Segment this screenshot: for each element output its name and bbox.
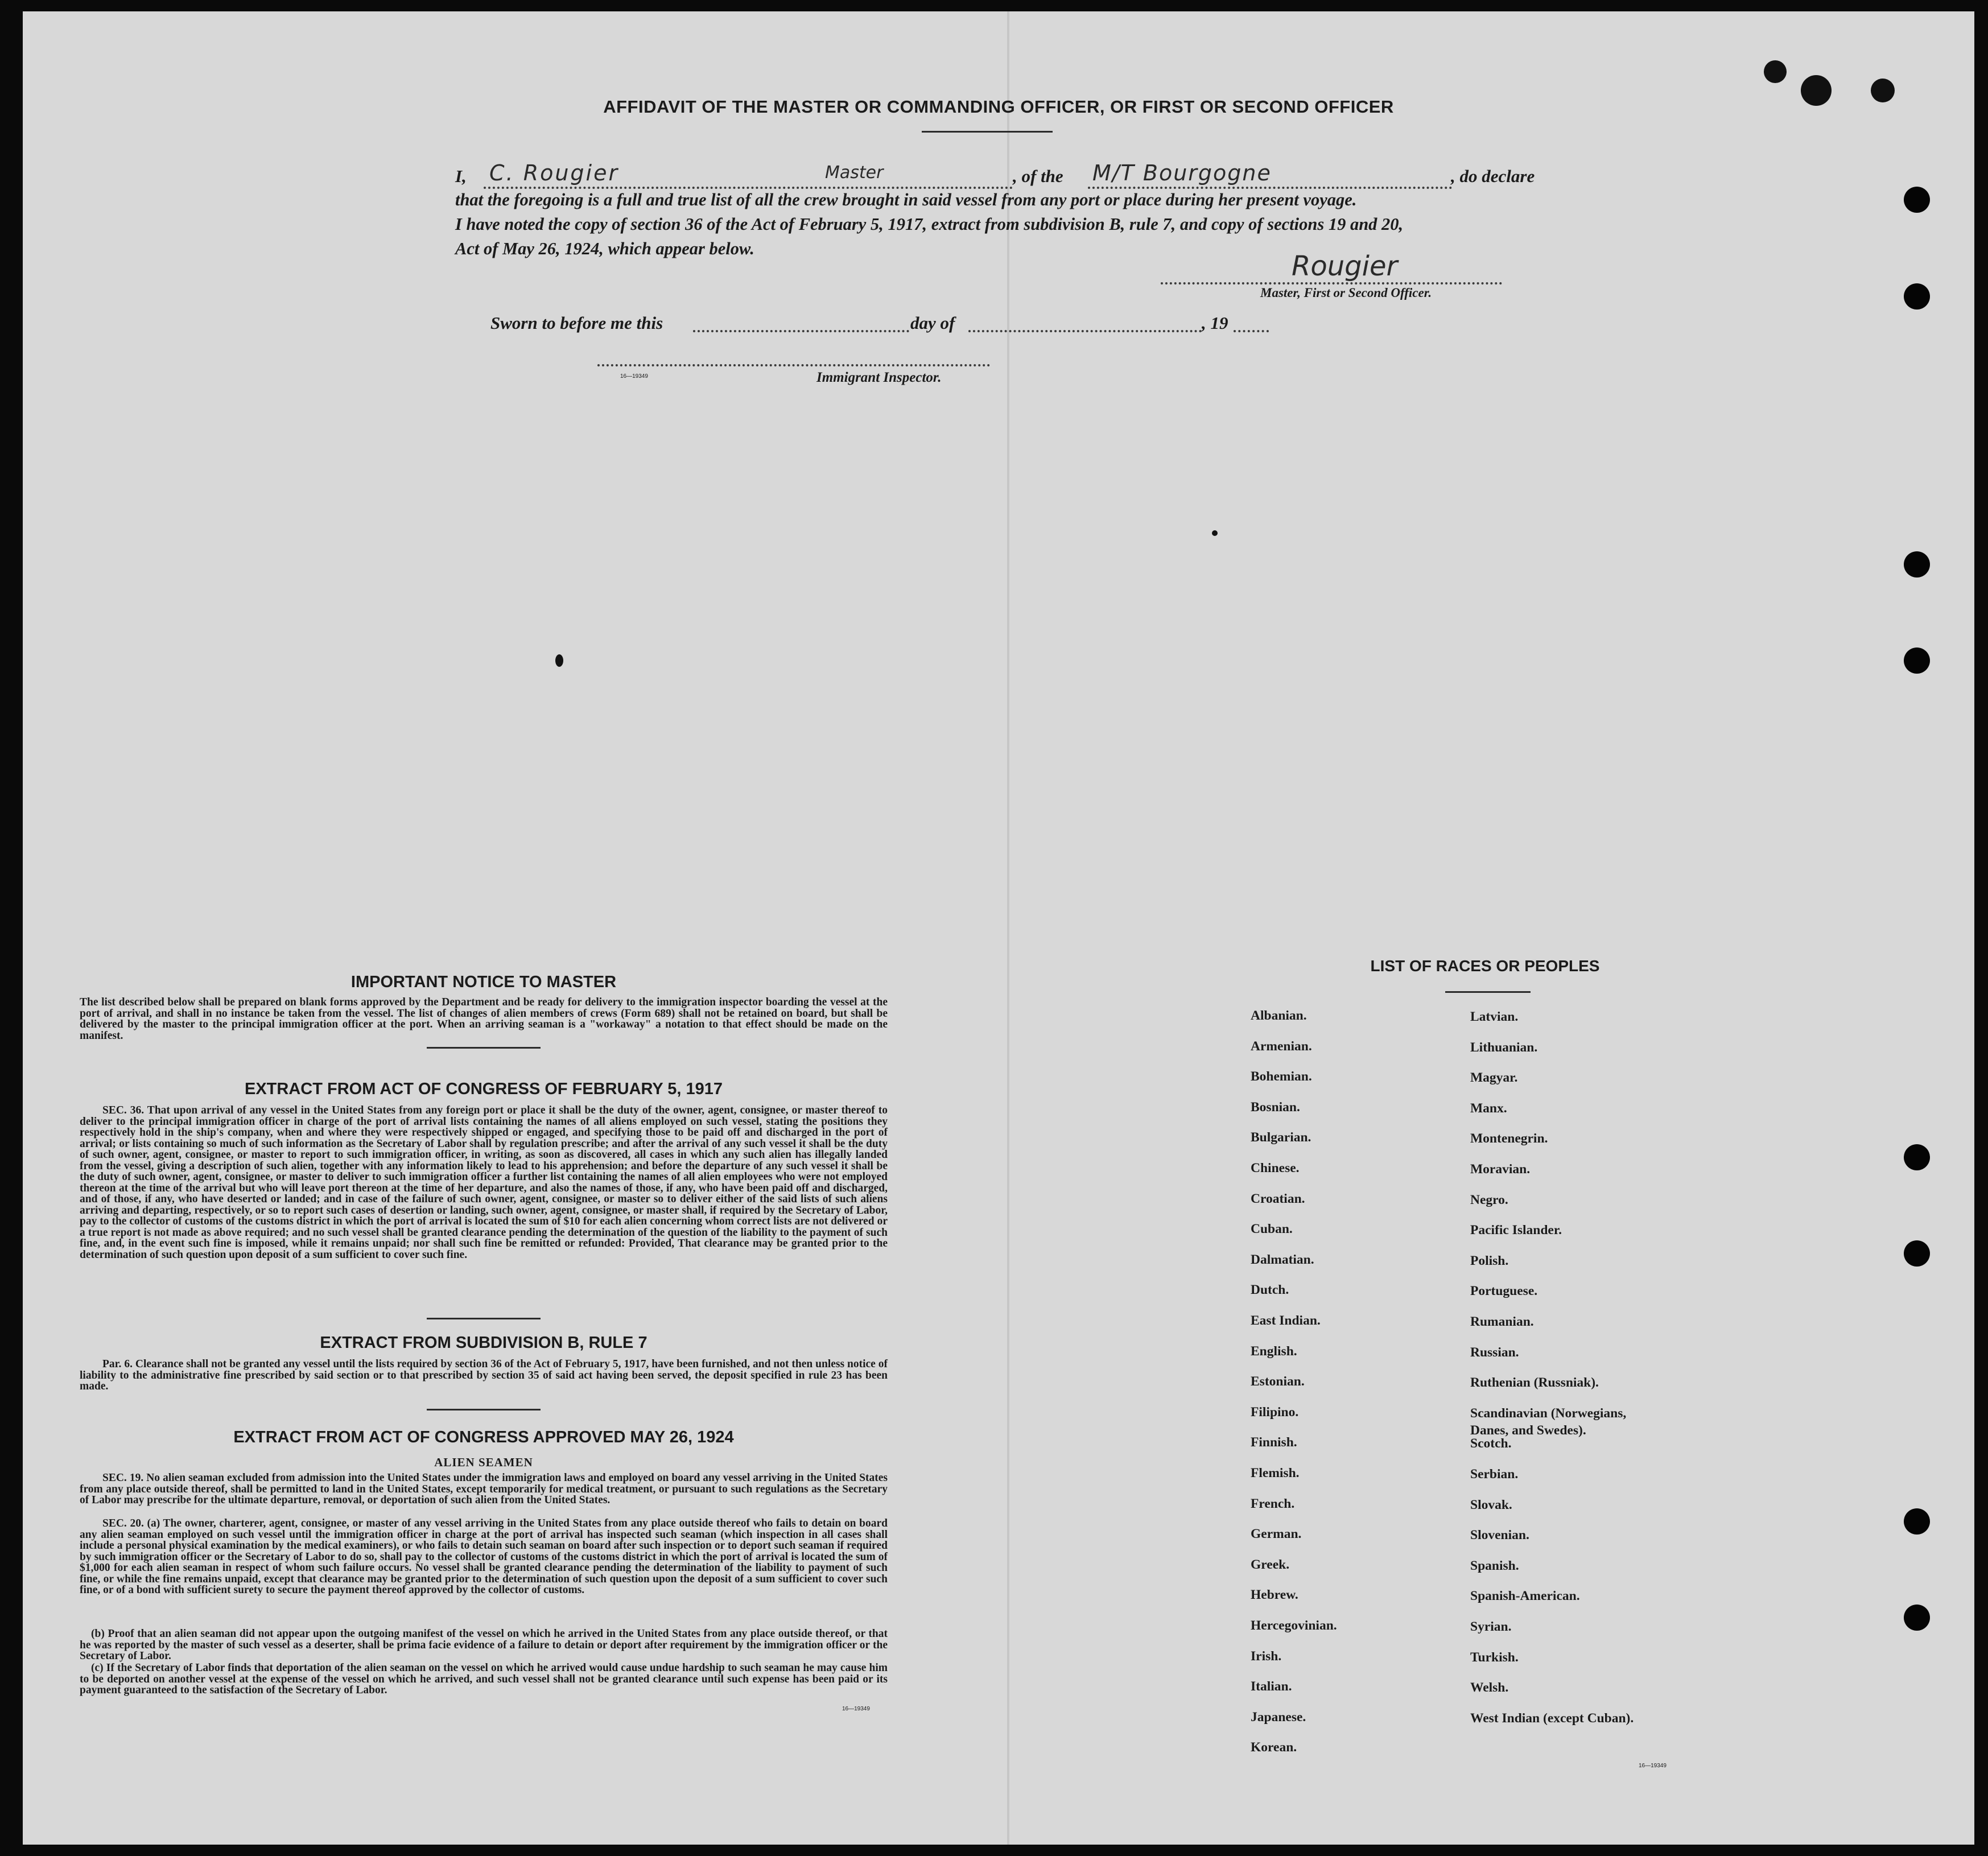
race-item: Estonian.	[1251, 1374, 1305, 1389]
ink-blot	[1764, 60, 1787, 83]
race-item: Magyar.	[1470, 1070, 1518, 1086]
race-item: Dalmatian.	[1251, 1252, 1314, 1267]
sworn-label: Sworn to before me this	[490, 313, 663, 333]
vessel-blank	[1088, 187, 1452, 189]
race-item: Scotch.	[1470, 1436, 1512, 1451]
punch-hole	[1904, 551, 1930, 578]
race-item: Polish.	[1470, 1253, 1509, 1268]
race-item: Montenegrin.	[1470, 1131, 1548, 1146]
punch-hole	[1904, 187, 1930, 213]
races-title: LIST OF RACES OR PEOPLES	[1370, 957, 1600, 975]
race-item: Chinese.	[1251, 1161, 1300, 1176]
race-item: Korean.	[1251, 1740, 1297, 1755]
signature-blank	[1161, 282, 1502, 284]
rule-7-title: EXTRACT FROM SUBDIVISION B, RULE 7	[320, 1334, 647, 1352]
race-item: Slovak.	[1470, 1497, 1512, 1512]
form-number: 16—19349	[1639, 1763, 1667, 1769]
master-name-handwritten: C. Rougier	[489, 160, 620, 185]
race-item: Hercegovinian.	[1251, 1618, 1337, 1633]
race-item: Rumanian.	[1470, 1314, 1534, 1329]
sec-20a-text: SEC. 20. (a) The owner, charterer, agent, consignee, or master of any vessel arriving in the United States from any place outside thereof who fails to detain on board any alien seaman employed on such vessel until the immigration officer in charge at the port of arrival has inspected such seaman (which inspection in all cases shall include a personal physical examination by the medical examiners), or who fails to detain such seaman on board after such inspection or to deport such seaman if required by such immigration officer or the Secretary of Labor to do so, shall pay to the collector of customs of the customs district in which the port of arrival is located the sum of $1,000 for each alien seaman in respect of whom such failure occurs. No vessel shall be granted clearance pending the determination of the liability to payment of such fine, or while the fine remains unpaid, except that clearance may be granted prior to the determination of such question upon the deposit of a sum sufficient to cover such fine, or of a bond with sufficient surety to secure the payment thereof approved by the collector of customs.	[80, 1517, 888, 1596]
race-item: Croatian.	[1251, 1191, 1305, 1206]
document-page	[23, 11, 1974, 1845]
race-item: Greek.	[1251, 1557, 1290, 1572]
race-item: Syrian.	[1470, 1619, 1512, 1634]
race-item: Manx.	[1470, 1100, 1507, 1116]
race-item: Serbian.	[1470, 1467, 1519, 1482]
race-item: French.	[1251, 1496, 1295, 1511]
punch-hole	[1904, 1605, 1930, 1631]
page-fold	[1007, 11, 1009, 1845]
race-item: English.	[1251, 1343, 1297, 1359]
declaration-line-1	[455, 166, 467, 187]
vessel-name-handwritten: M/T Bourgogne	[1092, 160, 1272, 185]
race-item: Ruthenian (Russniak).	[1470, 1375, 1599, 1391]
declaration-line-2: that the foregoing is a full and true list of all the crew brought in said vessel from any port or place during her present voyage.	[455, 190, 1357, 209]
inspector-blank	[597, 364, 990, 366]
race-item: Filipino.	[1251, 1404, 1299, 1420]
race-item: Latvian.	[1470, 1009, 1519, 1024]
punch-hole	[1904, 1144, 1930, 1170]
race-item: Welsh.	[1470, 1680, 1509, 1696]
i-label: I,	[455, 166, 467, 186]
extract-1924-subtitle: ALIEN SEAMEN	[434, 1455, 533, 1469]
section-rule	[1445, 991, 1531, 993]
race-item: Italian.	[1251, 1679, 1292, 1694]
section-rule	[427, 1318, 541, 1319]
race-item: Bohemian.	[1251, 1069, 1312, 1084]
section-rule	[427, 1409, 541, 1410]
inspector-label: Immigrant Inspector.	[816, 370, 942, 385]
year-blank	[1234, 330, 1269, 332]
race-item: Moravian.	[1470, 1162, 1531, 1177]
sec-20c-text: (c) If the Secretary of Labor finds that deportation of the alien seaman on the vessel on which he arrived would cause undue hardship to such seaman he may cause him to be deported on another vessel at the expense of the vessel on which he arrived, and such vessel shall not be granted clearance until such expense has been paid or its payment guaranteed to the satisfaction of the Secretary of Labor.	[80, 1662, 888, 1696]
name-blank	[484, 187, 1013, 189]
race-item: Albanian.	[1251, 1008, 1307, 1023]
race-item: Irish.	[1251, 1648, 1282, 1664]
race-item: Lithuanian.	[1470, 1040, 1538, 1055]
sec-19-text: SEC. 19. No alien seaman excluded from admission into the United States under the immigration laws and employed on board any vessel arriving in the United States from any place outside thereof, shall be permitted to land in the United States, except temporarily for medical treatment, or pursuant to such regulations as the Secretary of Labor may prescribe for the ultimate departure, removal, or deportation of such alien from the United States.	[80, 1472, 888, 1506]
punch-hole	[1904, 1240, 1930, 1267]
form-number: 16—19349	[620, 373, 648, 380]
race-item: Hebrew.	[1251, 1587, 1298, 1603]
race-item: Portuguese.	[1470, 1284, 1538, 1299]
race-item: Bulgarian.	[1251, 1130, 1311, 1145]
race-item: Flemish.	[1251, 1466, 1300, 1480]
declaration-line-3: I have noted the copy of section 36 of the Act of February 5, 1917, extract from subdivision B, rule 7, and copy of sections 19 and 20,	[455, 215, 1404, 234]
form-number: 16—19349	[842, 1706, 870, 1712]
punch-hole	[1904, 647, 1930, 674]
affidavit-title: AFFIDAVIT OF THE MASTER OR COMMANDING OFFICER, OR FIRST OR SECOND OFFICER	[603, 97, 1394, 117]
ink-blot	[555, 654, 563, 667]
race-item: West Indian (except Cuban).	[1470, 1710, 1634, 1726]
sworn-month-blank	[968, 330, 1202, 332]
race-item: Spanish.	[1470, 1558, 1519, 1573]
day-of-label: day of	[910, 313, 955, 333]
section-rule	[427, 1047, 541, 1049]
race-item: German.	[1251, 1527, 1302, 1542]
race-item: East Indian.	[1251, 1313, 1321, 1328]
race-item: Negro.	[1470, 1192, 1508, 1207]
extract-1917-title: EXTRACT FROM ACT OF CONGRESS OF FEBRUARY 5, 1917	[244, 1080, 723, 1098]
race-item: Cuban.	[1251, 1222, 1293, 1237]
race-item: Armenian.	[1251, 1038, 1312, 1054]
notice-text: The list described below shall be prepared on blank forms approved by the Department and be ready for delivery to the immigration inspector boarding the vessel at the port of arrival, and shall in no instance be taken from the vessel. The list of changes of alien members of crews (Form 689) shall not be retained on board, but shall be delivered by the master to the principal immigration officer at the port. When an arriving seaman is a "workaway" a notation to that effect should be made on the manifest.	[80, 996, 888, 1042]
race-item: Finnish.	[1251, 1435, 1297, 1450]
officer-signature: Rougier	[1292, 250, 1398, 282]
race-item: Scandinavian (Norwegians,	[1470, 1405, 1627, 1421]
race-item: Dutch.	[1251, 1282, 1289, 1298]
sworn-day-blank	[693, 330, 909, 332]
notice-title: IMPORTANT NOTICE TO MASTER	[350, 973, 617, 991]
race-item: Russian.	[1470, 1344, 1519, 1360]
race-item: Bosnian.	[1251, 1099, 1300, 1115]
declaration-line-4: Act of May 26, 1924, which appear below.	[455, 239, 754, 258]
race-item: Japanese.	[1251, 1709, 1306, 1725]
race-item: Pacific Islander.	[1470, 1223, 1562, 1238]
race-item: Slovenian.	[1470, 1528, 1529, 1543]
rule-7-text: Par. 6. Clearance shall not be granted any vessel until the lists required by section 36 of the Act of February 5, 1917, have been furnished, and not then unless notice of liability to the administrative fine prescribed by said section or to that prescribed by section 35 of said act having been served, the deposit specified in rule 23 has been made.	[80, 1358, 888, 1392]
officer-title-label: Master, First or Second Officer.	[1260, 286, 1432, 300]
declare-label: , do declare	[1451, 166, 1535, 186]
rank-handwritten: Master	[825, 163, 884, 183]
ink-blot	[1212, 530, 1218, 536]
title-rule	[922, 131, 1053, 133]
of-the-label: , of the	[1013, 166, 1063, 186]
year-label: , 19	[1202, 313, 1228, 333]
punch-hole	[1904, 283, 1930, 310]
punch-hole	[1904, 1508, 1930, 1535]
extract-1924-title: EXTRACT FROM ACT OF CONGRESS APPROVED MAY 26, 1924	[233, 1428, 734, 1446]
sec-20b-text: (b) Proof that an alien seaman did not appear upon the outgoing manifest of the vessel on which he arrived in the United States from any place outside thereof, or that he was reported by the master of such vessel as a deserter, shall be prima facie evidence of a failure to detain or deport after requirement by the immigration officer or the Secretary of Labor.	[80, 1628, 888, 1662]
race-item: Danes, and Swedes).	[1470, 1422, 1586, 1438]
race-item: Spanish-American.	[1470, 1589, 1580, 1604]
extract-1917-text: SEC. 36. That upon arrival of any vessel in the United States from any foreign port or place it shall be the duty of the owner, agent, consignee, or master thereof to deliver to the principal immigration officer in charge of the port of arrival lists containing the names of all aliens employed on such vessel, stating the positions they respectively hold in the ship's company, when and where they were respectively shipped or engaged, and specifying those to be paid off and discharged in the port of arrival; or lists containing so much of such information as the Secretary of Labor shall by regulation prescribe; and after the arrival of any such vessel it shall be the duty of such owner, agent, consignee, or master to report to such immigration officer, in writing, as soon as discovered, all cases in which any such alien has illegally landed from the vessel, giving a description of such alien, together with any information likely to lead to his apprehension; and before the departure of any such vessel it shall be the duty of such owner, agent, consignee, or master to deliver to such immigration officer a further list containing the names of all alien employees who were not employed thereon at the time of the arrival but who will leave port thereon at the time of her departure, and also the names of those, if any, who have been paid off and discharged, and of those, if any, who have deserted or landed; and in case of the failure of such owner, agent, consignee, or master so to deliver either of the said lists of such aliens arriving and departing, respectively, or so to report such cases of desertion or landing, such owner, agent, consignee, or master shall, if required by the Secretary of Labor, pay to the collector of customs of the customs district in which the port of arrival is located the sum of $10 for each alien concerning whom correct lists are not delivered or a true report is not made as above required; and no such vessel shall be granted clearance pending the determination of the question of the liability to the payment of such fine, and, in the event such fine is imposed, while it remains unpaid; nor shall such fine be remitted or refunded: Provided, That clearance may be granted prior to the determination of such question upon deposit of a sum sufficient to cover such fine.	[80, 1104, 888, 1261]
race-item: Turkish.	[1470, 1649, 1519, 1665]
